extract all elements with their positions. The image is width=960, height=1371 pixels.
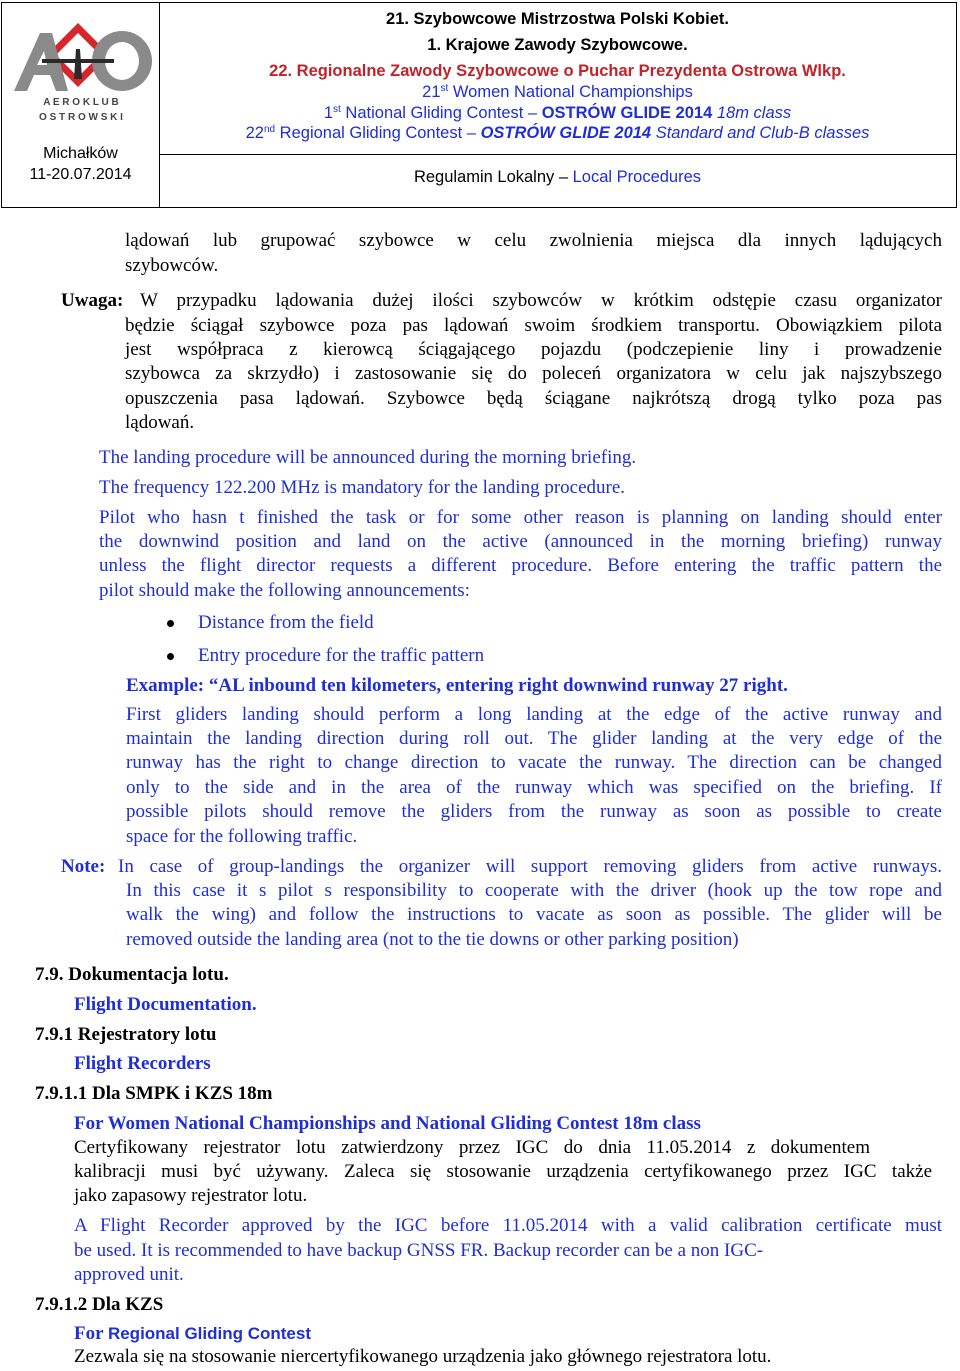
title-pl-2: 1. Krajowe Zawody Szybowcowe. [427,36,688,54]
text-line: będzie ściągał szybowce poza pas lądowań swoim środkiem transportu. Obowiązkiem pilota [125,315,942,336]
title-en-3 [159,124,956,143]
text-line: removed outside the landing area (not to the tie downs or other parking position) [126,929,739,950]
title-en-2 [159,104,956,123]
doc-title-pl: Regulamin Lokalny – [413,168,569,186]
section-heading-pl: 7.9. Dokumentacja lotu. [35,964,229,985]
logo-text-bottom: O S T R O W S K I [39,112,123,123]
header-dates: 11-20.07.2014 [29,166,132,183]
text-line: runway has the right to change direction to vacate the runway. The direction can be changed [126,752,942,773]
section-heading-en: Flight Documentation. [74,994,257,1015]
text-line: space for the following traffic. [126,826,358,847]
text-line: maintain the landing direction during roll out. The glider landing at the very edge of the [126,728,942,749]
bullet-item: Distance from the field [198,612,374,633]
title-en-3-sup: nd [263,124,276,135]
text-line: jest współpraca z kierowcą ściągającego pojazdu (podczepienie liny i prowadzenie [125,339,942,360]
text-line: In this case it s pilot s responsibility to cooperate with the driver (hook up the tow rope and [126,880,942,901]
title-en-3-a: Regional Gliding Contest – [279,124,476,142]
text-line: unless the flight director requests a different procedure. Before entering the traffic pattern the [99,555,942,576]
section-heading-en-a: For [74,1323,104,1344]
title-en-3-c: Standard and Club-B classes [655,124,870,142]
section-heading-pl: 7.9.1 Rejestratory lotu [35,1024,217,1045]
logo-text-top: A E R O K L U B [43,97,119,108]
text-line: First gliders landing should perform a long landing at the edge of the active runway and [126,704,942,725]
section-heading-pl: 7.9.1.2 Dla KZS [35,1294,164,1315]
bullet-icon [167,620,174,627]
doc-title [159,168,956,187]
title-en-3-b: OSTRÓW GLIDE 2014 [480,124,652,142]
doc-title-en: Local Procedures [572,168,702,186]
header-logo-cell [2,3,160,207]
section-heading-pl: 7.9.1.1 Dla SMPK i KZS 18m [35,1083,273,1104]
text-line: approved unit. [74,1264,184,1285]
section-heading-en [74,1323,311,1345]
title-en-1-num: 21 [422,83,441,101]
note-label-pl: Uwaga: [61,290,124,311]
text-line: Pilot who hasn t finished the task or for some other reason is planning on landing should enter [99,507,942,528]
title-en-2-sup: st [333,104,341,115]
text-line: kalibracji musi być używany. Zaleca się stosowanie urządzenia certyfikowanego przez IGC także [74,1161,932,1182]
title-en-1-rest: Women National Championships [452,83,693,101]
text-line: Certyfikowany rejestrator lotu zatwierdzony przez IGC do dnia 11.05.2014 z dokumentem [74,1137,870,1158]
text-line: only to the side and in the area of the runway which was specified on the briefing. If [126,777,942,798]
note-label-en: Note: [61,856,106,877]
text-line: The frequency 122.200 MHz is mandatory for the landing procedure. [99,477,626,498]
text-line: In case of group-landings the organizer will support removing gliders from active runways. [118,856,942,877]
bullet-icon [167,653,174,660]
text-line: the downwind position and land on the active (announced in the morning briefing) runway [99,531,942,552]
text-line: szybowca za skrzydło) i zastosowanie się do poleceń organizatora w celu jak najszybszego [125,363,942,384]
text-line: pilot should make the following announcements: [99,580,470,601]
text-line: szybowców. [125,255,219,276]
title-en-3-num: 22 [245,124,264,142]
section-heading-en-b: Regional Gliding Contest [107,1324,312,1343]
aeroklub-logo [6,19,156,129]
text-line: A Flight Recorder approved by the IGC before 11.05.2014 with a valid calibration certificate must [74,1215,942,1236]
title-en-2-c: 18m class [716,104,792,122]
title-pl-3: 22. Regionalne Zawody Szybowcowe o Puchar Prezydenta Ostrowa Wlkp. [269,62,846,80]
text-line: walk the wing) and follow the instructions to vacate as soon as possible. The glider will be [126,904,942,925]
text-line: The landing procedure will be announced during the morning briefing. [99,447,637,468]
title-en-2-a: National Gliding Contest – [345,104,538,122]
text-line: lądowań. [125,412,195,433]
section-heading-en: Flight Recorders [74,1053,211,1074]
title-en-2-num: 1 [323,104,334,122]
text-line: be used. It is recommended to have backup GNSS FR. Backup recorder can be a non IGC- [74,1240,764,1261]
example-line: Example: “AL inbound ten kilometers, entering right downwind runway 27 right. [126,675,788,696]
title-en-1 [159,83,956,102]
bullet-item: Entry procedure for the traffic pattern [198,645,485,666]
text-line: jako zapasowy rejestrator lotu. [74,1185,308,1206]
page-header [1,2,957,208]
text-line: W przypadku lądowania dużej ilości szybowców w krótkim odstępie czasu organizator [140,290,942,311]
section-heading-en: For Women National Championships and National Gliding Contest 18m class [74,1113,701,1134]
text-line: opuszczenia pasa lądowań. Szybowce będą ściągane najkrótszą drogą tylko poza pas [125,388,942,409]
text-line: possible pilots should remove the gliders from the runway as soon as possible to create [126,801,942,822]
title-pl-1: 21. Szybowcowe Mistrzostwa Polski Kobiet. [386,10,729,28]
title-en-2-b: OSTRÓW GLIDE 2014 [541,104,713,122]
text-line: lądowań lub grupować szybowce w celu zwolnienia miejsca dla innych lądujących [125,230,942,251]
title-en-1-sup: st [440,83,449,94]
header-location: Michałków [43,145,118,162]
text-line: Zezwala się na stosowanie niercertyfikowanego urządzenia jako głównego rejestratora lotu. [74,1346,772,1367]
header-divider [159,154,956,155]
